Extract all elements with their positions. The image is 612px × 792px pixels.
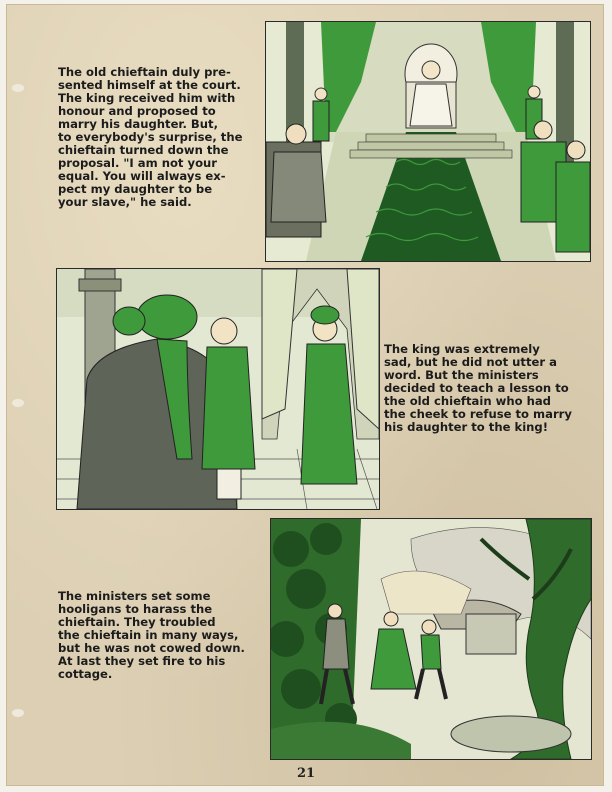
caption-line: to everybody's surprise, the <box>58 130 243 144</box>
caption-line: hooligans to harass the <box>58 602 213 616</box>
caption-line: cottage. <box>58 667 113 681</box>
caption-cottage-fire <box>58 590 254 681</box>
caption-line: honour and proposed to <box>58 104 216 118</box>
panel-throne-room <box>265 21 591 262</box>
caption-line: your slave," he said. <box>58 195 192 209</box>
caption-line: marry his daughter. But, <box>58 117 218 131</box>
cottage-fire-illustration <box>271 519 591 759</box>
caption-line: chieftain turned down the <box>58 143 229 157</box>
caption-line: the chieftain in many ways, <box>58 628 239 642</box>
panel-burning-cottage <box>270 518 592 760</box>
caption-line: pect my daughter to be <box>58 182 213 196</box>
caption-line: equal. You will always ex- <box>58 169 226 183</box>
caption-ministers-plot <box>384 343 584 434</box>
page-tear-mark <box>12 709 24 717</box>
page-number: 21 <box>296 766 316 781</box>
caption-line: the old chieftain who had <box>384 394 551 408</box>
page-tear-mark <box>12 84 24 92</box>
caption-line: but he was not cowed down. <box>58 641 245 655</box>
caption-line: The king received him with <box>58 91 236 105</box>
caption-court-scene <box>58 66 254 209</box>
caption-line: chieftain. They troubled <box>58 615 216 629</box>
caption-line: sad, but he did not utter a <box>384 355 557 369</box>
page-tear-mark <box>12 399 24 407</box>
caption-line: At last they set fire to his <box>58 654 226 668</box>
caption-line: The ministers set some <box>58 589 211 603</box>
caption-line: word. But the ministers <box>384 368 539 382</box>
caption-line: decided to teach a lesson to <box>384 381 569 395</box>
caption-line: The old chieftain duly pre- <box>58 65 231 79</box>
ministers-illustration <box>57 269 379 509</box>
caption-line: The king was extremely <box>384 342 540 356</box>
caption-line: sented himself at the court. <box>58 78 241 92</box>
throne-room-illustration <box>266 22 590 261</box>
caption-line: proposal. "I am not your <box>58 156 218 170</box>
caption-line: the cheek to refuse to marry <box>384 407 572 421</box>
caption-line: his daughter to the king! <box>384 420 549 434</box>
panel-ministers-talking <box>56 268 380 510</box>
